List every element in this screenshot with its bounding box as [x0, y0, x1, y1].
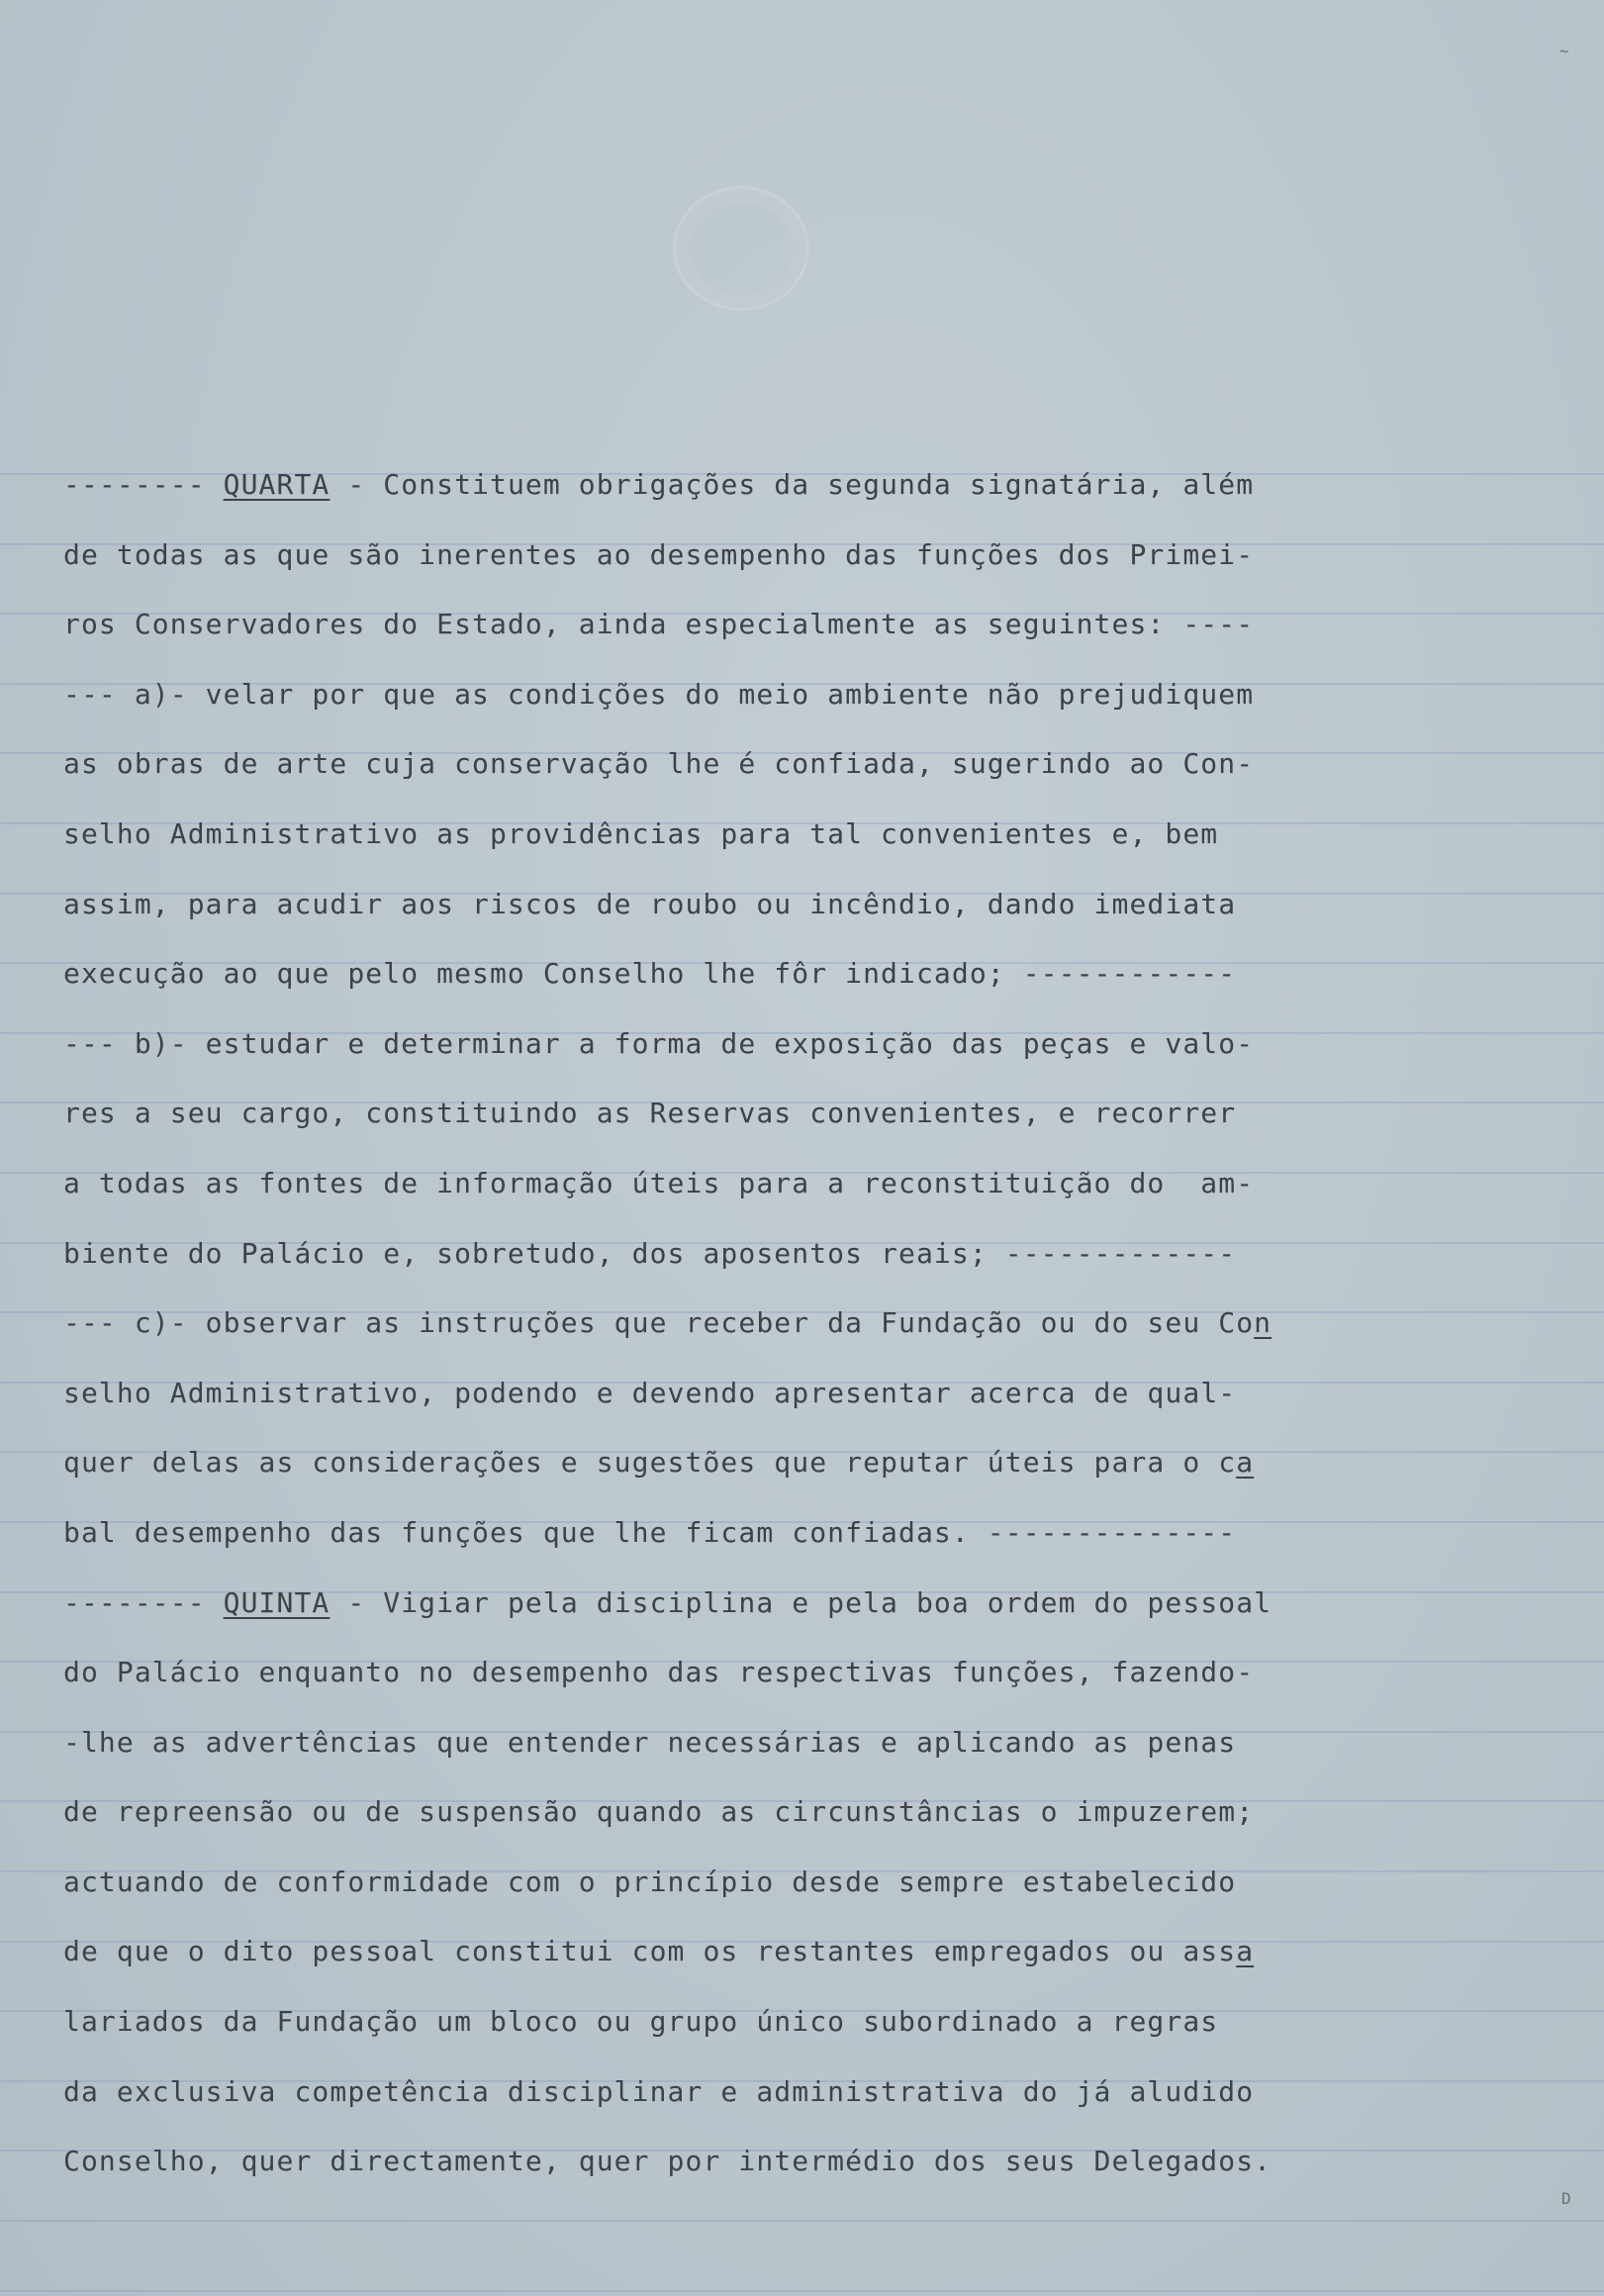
- text-line: [63, 1569, 1389, 1639]
- text-line: de repreensão ou de suspensão quando as circunstâncias o impuzerem;: [63, 1795, 1255, 1829]
- ruled-line: [0, 2290, 1604, 2292]
- underlined-segment: a: [1236, 1446, 1255, 1480]
- line-segment: quer delas as considerações e sugestões que reputar úteis para o c: [63, 1446, 1237, 1480]
- margin-mark-top: ~: [1559, 42, 1569, 60]
- text-line: execução ao que pelo mesmo Conselho lhe fôr indicado; ------------: [63, 957, 1237, 991]
- underlined-segment: QUINTA: [223, 1585, 330, 1619]
- line-segment: --------: [63, 1585, 224, 1619]
- underlined-segment: QUARTA: [223, 468, 330, 501]
- text-line: [63, 1917, 1389, 1987]
- text-line: selho Administrativo as providências para tal convenientes e, bem: [63, 816, 1219, 850]
- text-line: biente do Palácio e, sobretudo, dos aposentos reais; -------------: [63, 1236, 1237, 1270]
- text-line: ros Conservadores do Estado, ainda especialmente as seguintes: ----: [63, 608, 1255, 641]
- text-line: --- a)- velar por que as condições do meio ambiente não prejudiquem: [63, 677, 1255, 711]
- text-line: res a seu cargo, constituindo as Reservas convenientes, e recorrer: [63, 1097, 1237, 1130]
- line-segment: - Constituem obrigações da segunda signatária, além: [330, 468, 1255, 501]
- margin-mark-bottom: D: [1561, 2189, 1571, 2208]
- text-line: actuando de conformidade com o princípio desde sempre estabelecido: [63, 1865, 1237, 1898]
- text-line: [63, 1289, 1389, 1359]
- text-line: da exclusiva competência disciplinar e administrativa do já aludido: [63, 2074, 1255, 2108]
- text-line: selho Administrativo, podendo e devendo apresentar acerca de qual-: [63, 1376, 1237, 1409]
- line-segment: --- c)- observar as instruções que receber da Fundação ou do seu Co: [63, 1306, 1255, 1340]
- line-segment: de que o dito pessoal constitui com os restantes empregados ou ass: [63, 1935, 1237, 1968]
- line-segment: --------: [63, 468, 224, 501]
- text-line: --- b)- estudar e determinar a forma de exposição das peças e valo-: [63, 1026, 1255, 1060]
- text-line: do Palácio enquanto no desempenho das respectivas funções, fazendo-: [63, 1656, 1255, 1689]
- text-line: -lhe as advertências que entender necessárias e aplicando as penas: [63, 1725, 1237, 1759]
- text-line: bal desempenho das funções que lhe ficam confiadas. --------------: [63, 1515, 1237, 1549]
- text-line: as obras de arte cuja conservação lhe é confiada, sugerindo ao Con-: [63, 747, 1255, 781]
- embossed-seal: [673, 186, 809, 311]
- text-line: lariados da Fundação um bloco ou grupo único subordinado a regras: [63, 2005, 1219, 2039]
- underlined-segment: a: [1236, 1935, 1255, 1968]
- text-line: assim, para acudir aos riscos de roubo ou incêndio, dando imediata: [63, 887, 1237, 920]
- typed-text: [63, 450, 1389, 2197]
- text-line: Conselho, quer directamente, quer por intermédio dos seus Delegados.: [63, 2145, 1273, 2178]
- text-line: de todas as que são inerentes ao desempenho das funções dos Primei-: [63, 537, 1255, 571]
- text-line: [63, 450, 1389, 521]
- underlined-segment: n: [1254, 1306, 1273, 1340]
- line-segment: - Vigiar pela disciplina e pela boa ordem do pessoal: [330, 1585, 1273, 1619]
- ruled-line: [0, 2220, 1604, 2222]
- text-line: [63, 1428, 1389, 1498]
- text-line: a todas as fontes de informação úteis para a reconstituição do am-: [63, 1166, 1255, 1199]
